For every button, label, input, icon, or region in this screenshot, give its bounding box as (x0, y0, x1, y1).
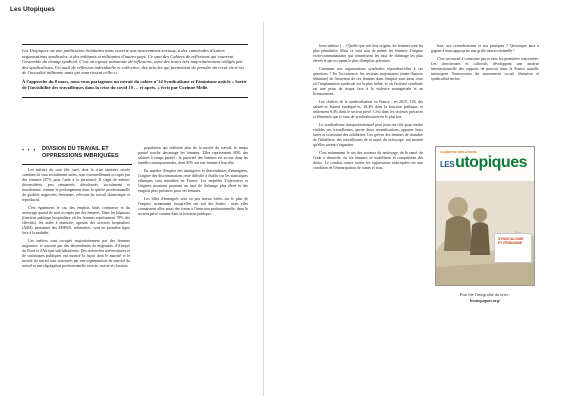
body-paragraph: C'est également le cas des emplois bâtis commerce et du nettoyage quand ils sont occupés par des femmes. Dans les hôpitaux (fonction publique hospitalière où les femmes représentent 78% des effectifs), les aides à domicile, agentes des services hospitaliers (ASH), personnel des EHPAD, infirmières, sont en première ligne face à la maladie. (22, 206, 130, 235)
right-column-2 (431, 44, 539, 134)
left-column-2 (138, 146, 248, 386)
body-paragraph: bats, nos revendications et nos pratiques ? Quiconque aura à gagner à nous approprier une grille intersectionnelle ! (431, 44, 539, 53)
body-paragraph: Comment nos organisations syndicales répondent-elles à ces questions ? En l'occurrence, les secteurs majoritaires (main-d'œuvre féminine) de l'insertion de ces femmes dans l'emploi sont aussi ceux où l'implantation syndicale est la plus faible, et où l'activité syndicale est une prise de risque face à la violence managériale et au licenciement. (313, 67, 423, 96)
cover-brand (440, 154, 530, 174)
body-paragraph: Les métiers du soin (dit care) dont la crise sanitaire recrée combien ils sont socialement utiles, sont essentiellement occupés par des femmes (87% pour l'aide à la personne). Il s'agit de métiers déconsidérés, peu rémunérés, dévalorisés, socialement et moralement, comme le prolongement dans la sphère professionnelle de qualités supposées féminines, relevant du travail domestique et reproductif. (22, 168, 130, 202)
left-page (2, 22, 264, 396)
body-paragraph: C'est notamment le cas des secteurs du nettoyage, de la santé, de l'aide à domicile, où les femmes se mobilisent et conquièrent des droits. Le combat contre toutes les oppressions imbriquées est une condition de l'émancipation de toutes et tous. (313, 151, 423, 170)
article-title: DIVISION DU TRAVAIL ET OPPRESSIONS IMBRIQUÉES (42, 146, 119, 159)
body-paragraph: C'est un travail à construire pas et avec les premières concernées. Les chercheuses et collectifs développent une analyse intersectionnelle des rapports de pouvoir dans la France actuelle interrogent l'intersection du mouvement social, féministe et syndicaliste inclus. (431, 57, 539, 81)
body-paragraph: Les chiffres de la syndicalisation en France : en 2019, 11% des salarié·es étaient syndiqué·es, 18,4% dans la fonction publique, et seulement 8,4% dans le secteur privé. C'est dans les secteurs précaires et féminisés que le taux de syndicalisation est le plus bas. (313, 100, 423, 119)
caption-text: Pour lire l'intégralité du texte : (459, 292, 511, 297)
running-head: Les Utopiques (10, 6, 55, 13)
right-column-1 (313, 44, 423, 386)
cover-masthead (436, 147, 534, 181)
right-page (301, 22, 563, 396)
body-paragraph: leurs métiers […] Quelle que soit leur origine, les femmes sont les plus pénalisées. Mais ce sont tout de même les femmes d'origine extra-communautaire qui connaissent les taux de chômage les plus élevés et qui occupent le plus d'emplois précaires. (313, 44, 423, 63)
section-dots: • • • (22, 148, 37, 154)
intro-paragraph: Les Utopiques est une publication Solidaires mais ouverte aux mouvements sociaux, à des camarades d'autres organisations syndicales, à des militants et militantes d'autres pays. Ce sont des Cahiers de réflexions qui couvrent l'ensemble du champ syndical. C'est un espace autonome de réflexions, avec des textes très majoritairement rédigés par des syndicalistes. Un outil de réflexion individuelle et collective, des articles qui permettent de prendre du recul vis-à-vis de l'actualité militante mais qui nourrissent celle-ci. (22, 48, 245, 76)
cover-subtitle: CAHIER DE RÉFLEXIONS (440, 150, 477, 154)
body-paragraph: Le syndicalisme interprofessionnel peut jouer un rôle pour rendre visibles ces travailleuses, porter leurs revendications, appuyer leurs luttes et construire des solidarités. Les grèves des femmes de chambre de l'hôtellerie, des travailleuses de la santé, du nettoyage, ont montré qu'elles savent s'organiser. (313, 123, 423, 147)
body-paragraph: Ces métiers sont occupés majoritairement par des femmes migrantes, et souvent par des descendantes de migrantes, d'Afrique du Nord et d'Afrique sub-saharienne. Des recherches universitaires et de statistiques publiques ont montré la façon dont le marché et le monde du travail sont structurés par une segmentation du marché du travail et une ségrégation professionnelle sexiste, raciste et classiste. (22, 239, 130, 268)
magazine-cover[interactable] (435, 146, 535, 286)
cover-caption (431, 292, 539, 303)
intro-box (22, 44, 248, 98)
title-rule (22, 164, 132, 165)
cover-brand-name: utopiques (455, 154, 527, 171)
body-paragraph: En matière d'emploi des immigrées et descendantes d'immigrées, l'origine des discriminations reste difficile à établir car les statistiques ethniques sont interdites en France. Les enquêtes Trajectoires et Origines montrent pourtant un taux de chômage plus élevé et des emplois plus précaires pour ces femmes. (138, 169, 248, 193)
cover-brand-prefix: LES (440, 160, 455, 169)
caption-link[interactable]: lesutopiques.org/ (469, 297, 501, 303)
body-paragraph: Les filles d'immigrés sont ou peu mieux lotées sur le plan de l'emploi, notamment lorsqu'elles ont fait des études ; mais elles connaissent elles aussi des freins à l'insertion professionnelle, dans le secteur privé comme dans la fonction publique. (138, 197, 248, 216)
cover-plate: SYNDICALISME ET FÉMINISME (494, 233, 532, 263)
intro-announcement: À l'approche du 8 mars, nous vous partageons un extrait du cahier n°14 Syndicalisme et Féminisme article « Sortir de l'invisibilité des travailleuses dans la crise du covid 19 … et après. » écrit par Corinne Mellé. (22, 78, 247, 90)
body-paragraph: population qui réalisent plus de la moitié du travail, le temps partiel touche davantage les femmes. Elles représentent 80% des salariés à temps partiel ; la pauvreté des femmes est accrue dans les familles monoparentales, dont 85% ont une femme à leur tête. (138, 146, 248, 165)
cover-illustration (436, 181, 535, 286)
left-column-1 (22, 168, 130, 386)
